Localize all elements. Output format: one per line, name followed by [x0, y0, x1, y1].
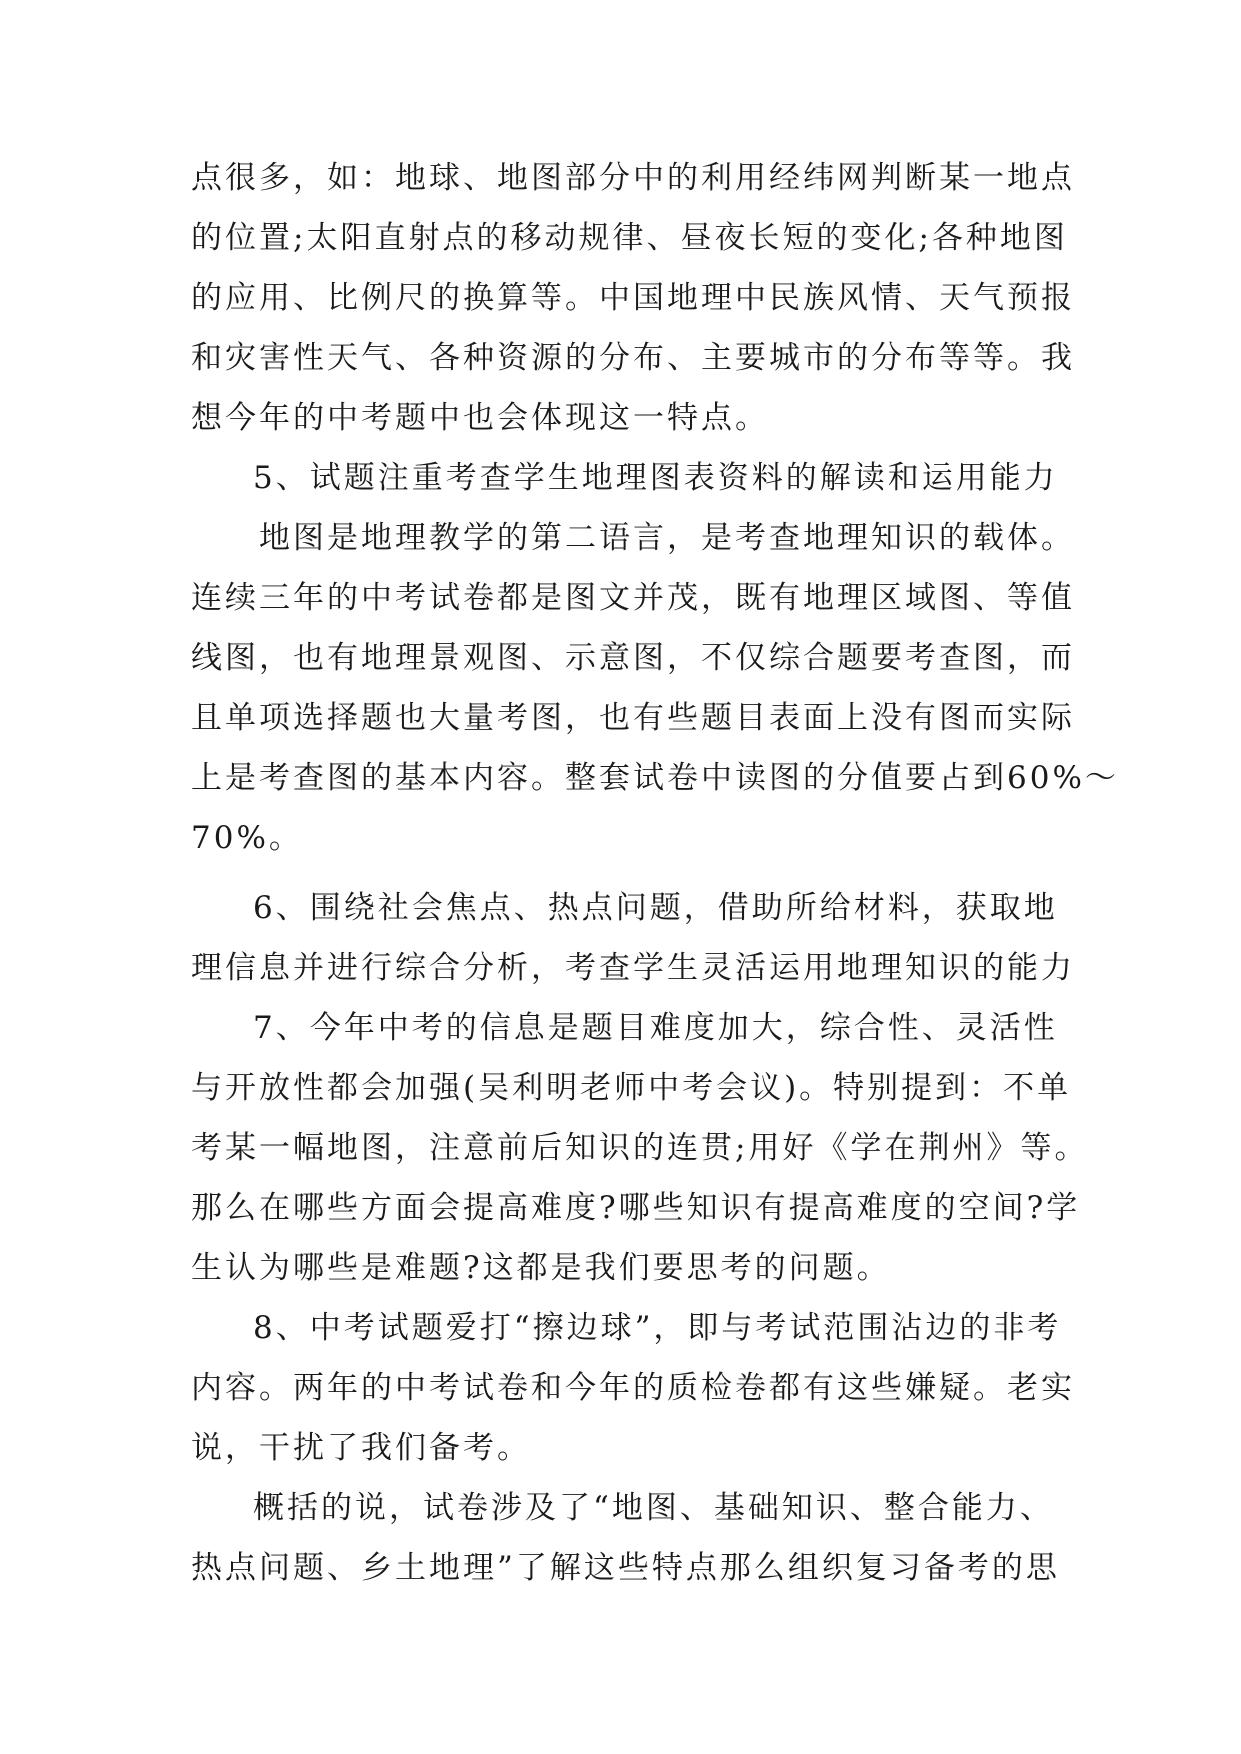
- paragraph-start: 地图是地理教学的第二语言，是考查地理知识的载体。: [259, 520, 1075, 556]
- text-line: 且单项选择题也大量考图，也有些题目表面上没有图而实际: [191, 700, 1075, 736]
- summary-paragraph-start: 概括的说，试卷涉及了“地图、基础知识、整合能力、: [253, 1490, 1054, 1526]
- text-line: 上是考查图的基本内容。整套试卷中读图的分值要占到60%～: [191, 760, 1119, 796]
- text-line: 生认为哪些是难题?这都是我们要思考的问题。: [191, 1250, 891, 1286]
- paragraph-gap: [191, 868, 1061, 878]
- section-heading-8: 8、中考试题爱打“擦边球”，即与考试范围沾边的非考: [253, 1310, 1062, 1346]
- text-line: 连续三年的中考试卷都是图文并茂，既有地理区域图、等值: [191, 580, 1075, 616]
- section-heading-5: 5、试题注重考查学生地理图表资料的解读和运用能力: [253, 460, 1058, 496]
- text-line: 说，干扰了我们备考。: [191, 1430, 531, 1466]
- text-line: 线图，也有地理景观图、示意图，不仅综合题要考查图，而: [191, 640, 1075, 676]
- text-line: 的位置;太阳直射点的移动规律、昼夜长短的变化;各种地图: [191, 220, 1068, 256]
- section-heading-6: 6、围绕社会焦点、热点问题，借助所给材料，获取地: [253, 890, 1058, 926]
- text-line: 70%。: [191, 820, 303, 856]
- text-line: 那么在哪些方面会提高难度?哪些知识有提高难度的空间?学: [191, 1190, 1081, 1226]
- text-line: 考某一幅地图，注意前后知识的连贯;用好《学在荆州》等。: [191, 1130, 1089, 1166]
- text-line: 和灾害性天气、各种资源的分布、主要城市的分布等等。我: [191, 340, 1075, 376]
- text-line: 点很多，如：地球、地图部分中的利用经纬网判断某一地点: [191, 160, 1075, 196]
- section-heading-7: 7、今年中考的信息是题目难度加大，综合性、灵活性: [253, 1010, 1058, 1046]
- text-line: 的应用、比例尺的换算等。中国地理中民族风情、天气预报: [191, 280, 1075, 316]
- body-text: [191, 148, 1119, 1598]
- text-line: 与开放性都会加强(吴利明老师中考会议)。特别提到：不单: [191, 1070, 1072, 1106]
- text-line: 内容。两年的中考试卷和今年的质检卷都有这些嫌疑。老实: [191, 1370, 1075, 1406]
- text-line: 理信息并进行综合分析，考查学生灵活运用地理知识的能力: [191, 950, 1075, 986]
- text-line: 热点问题、乡土地理”了解这些特点那么组织复习备考的思: [191, 1550, 1060, 1586]
- text-line: 想今年的中考题中也会体现这一特点。: [191, 400, 769, 436]
